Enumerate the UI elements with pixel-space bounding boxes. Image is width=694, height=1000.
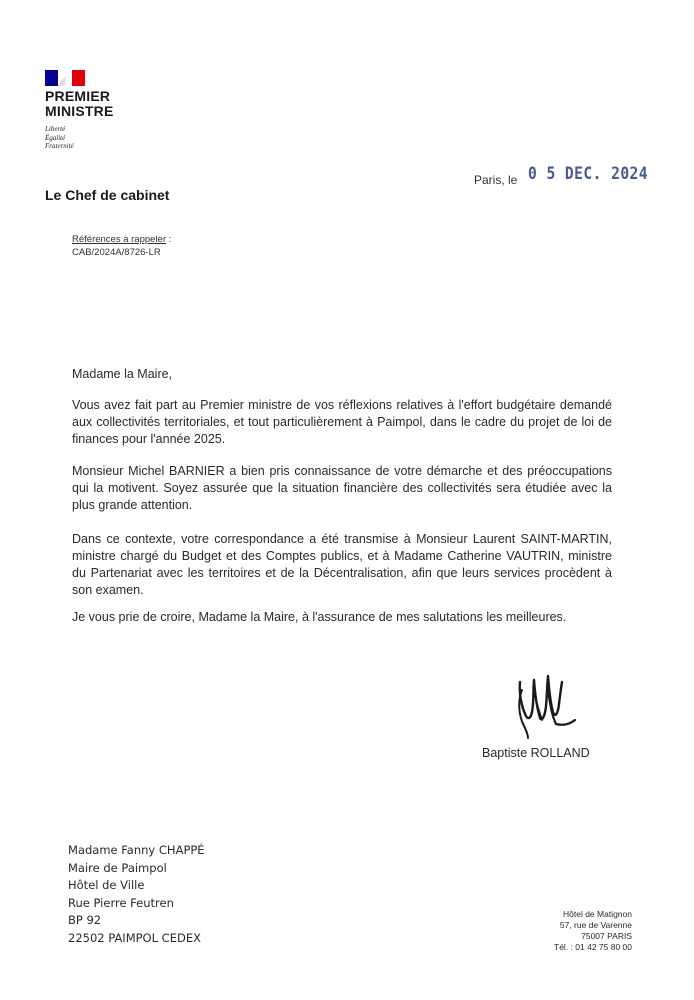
- recipient-line: BP 92: [68, 913, 102, 927]
- handwritten-signature: [512, 660, 582, 740]
- footer-line: 57, rue de Varenne: [559, 920, 632, 930]
- republic-motto: [45, 125, 74, 151]
- marianne-flag-logo: [45, 70, 85, 86]
- letter-paragraph-3: Dans ce contexte, votre correspondance a été transmise à Monsieur Laurent SAINT-MARTIN, ministre chargé du Budget et des Comptes publics, et à Madame Catherine VAUTRIN, ministre du Partenariat avec les territoires et de la Décentralisation, afin que leurs services procèdent à son examen.: [72, 532, 612, 597]
- recipient-address: [68, 842, 205, 947]
- organization-name: [45, 89, 114, 119]
- org-line-1: PREMIER: [45, 88, 111, 104]
- letter-paragraph-2: Monsieur Michel BARNIER a bien pris connaissance de votre démarche et des préoccupations qui la motivent. Soyez assurée que la situation financière des collectivités sera étudiée avec la plus grande attention.: [72, 464, 612, 512]
- date-stamp: 0 5 DEC. 2024: [528, 164, 649, 184]
- org-line-2: MINISTRE: [45, 103, 114, 119]
- reference-label-text: Références à rappeler: [72, 234, 166, 245]
- motto-fraternite: Fraternité: [45, 142, 74, 150]
- sender-title: Le Chef de cabinet: [45, 187, 170, 203]
- sender-address-footer: [554, 909, 632, 953]
- recipient-line: Hôtel de Ville: [68, 878, 145, 892]
- recipient-line: Maire de Paimpol: [68, 860, 167, 875]
- recipient-line: Madame Fanny CHAPPÉ: [68, 843, 205, 857]
- motto-liberte: Liberté: [45, 125, 66, 133]
- motto-egalite: Égalité: [45, 133, 66, 142]
- signer-name: Baptiste ROLLAND: [482, 746, 590, 760]
- reference-label: [72, 234, 171, 245]
- recipient-line: Rue Pierre Feutren: [68, 895, 174, 910]
- footer-line: 75007 PARIS: [581, 931, 632, 941]
- letter-salutation: Madame la Maire,: [72, 367, 173, 381]
- footer-line: Hôtel de Matignon: [563, 909, 632, 919]
- flag-blue-band: [45, 70, 58, 86]
- reference-label-suffix: :: [166, 234, 172, 245]
- reference-value: CAB/2024A/8726-LR: [72, 247, 161, 258]
- footer-line: Tél. : 01 42 75 80 00: [554, 942, 632, 952]
- date-prefix: Paris, le: [474, 173, 518, 187]
- recipient-line: 22502 PAIMPOL CEDEX: [68, 930, 201, 945]
- letter-closing: Je vous prie de croire, Madame la Maire, à l'assurance de mes salutations les meilleures.: [72, 610, 567, 624]
- flag-red-band: [72, 70, 85, 86]
- letter-paragraph-1: Vous avez fait part au Premier ministre de vos réflexions relatives à l'effort budgétaire demandé aux collectivités territoriales, et tout particulièrement à Paimpol, dans le cadre du projet de loi de finances pour l'année 2025.: [72, 398, 612, 446]
